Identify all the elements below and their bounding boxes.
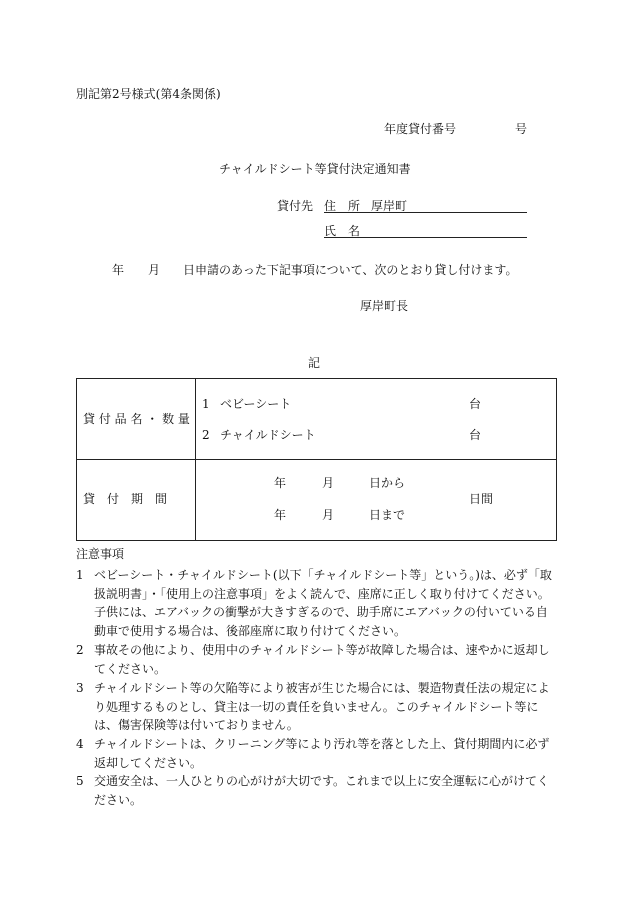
item-1-unit: 台 xyxy=(469,397,482,411)
note-text: チャイルドシート等の欠陥等により被害が生じた場合には、製造物責任法の規定により処理するものとし、貸主は一切の責任を負いません。このチャイルドシート等には、傷害保険等は付いておりません。 xyxy=(94,681,550,732)
note-number: 2 xyxy=(76,643,84,657)
loan-number-label: 年度貸付番号 xyxy=(384,122,457,136)
recipient-label: 貸付先 xyxy=(277,199,314,213)
period-to-month: 月 xyxy=(322,508,335,522)
loan-number-suffix: 号 xyxy=(515,122,528,136)
body-year: 年 xyxy=(112,263,125,277)
items-label: 貸 付 品 名 ・ 数 量 xyxy=(83,412,190,426)
address-label: 住 所 xyxy=(324,199,361,213)
document-title: チャイルドシート等貸付決定通知書 xyxy=(219,162,411,176)
items-row xyxy=(77,379,557,460)
item-2-unit: 台 xyxy=(469,428,482,442)
loan-details-table xyxy=(76,378,557,541)
period-from-year: 年 xyxy=(274,476,287,490)
issuer: 厚岸町長 xyxy=(360,299,409,313)
address-underline xyxy=(324,212,527,213)
period-label: 貸 付 期 間 xyxy=(83,492,168,506)
notes-title: 注意事項 xyxy=(76,547,125,561)
note-text: 交通安全は、一人ひとりの心がけが大切です。これまで以上に安全運転に心がけてください。 xyxy=(94,774,550,807)
address-value: 厚岸町 xyxy=(371,199,408,213)
item-1-name: ベビーシート xyxy=(220,397,292,411)
body-sentence: 日申請のあった下記事項について、次のとおり貸し付けます。 xyxy=(183,263,518,277)
period-row xyxy=(77,460,557,541)
note-number: 5 xyxy=(76,774,84,788)
note-item xyxy=(76,679,556,735)
note-text: チャイルドシートは、クリーニング等により汚れ等を落とした上、貸付期間内に必ず返却してください。 xyxy=(94,737,550,770)
note-item xyxy=(76,566,556,640)
item-2-number: 2 xyxy=(202,428,210,442)
period-from-month: 月 xyxy=(322,476,335,490)
name-underline xyxy=(324,237,527,238)
item-2-name: チャイルドシート xyxy=(220,428,316,442)
note-number: 1 xyxy=(76,568,84,582)
period-from-day: 日から xyxy=(369,476,406,490)
name-label: 氏 名 xyxy=(324,224,361,238)
note-item xyxy=(76,772,556,809)
period-to-day: 日まで xyxy=(369,508,406,522)
note-item xyxy=(76,735,556,772)
items-label-cell xyxy=(77,379,196,460)
items-value-cell xyxy=(196,379,557,460)
period-to-year: 年 xyxy=(274,508,287,522)
note-text: ベビーシート・チャイルドシート(以下「チャイルドシート等」という。)は、必ず「取扱説明書」・「使用上の注意事項」をよく読んで、座席に正しく取り付けてください。子供には、エアバックの衝撃が大きすぎるので、助手席にエアバックの付いている自動車で使用する場合は、後部座席に取り付けてください。 xyxy=(94,568,552,638)
item-1-number: 1 xyxy=(202,397,210,411)
form-identifier: 別記第2号様式(第4条関係) xyxy=(76,87,221,101)
note-number: 4 xyxy=(76,737,84,751)
body-month: 月 xyxy=(148,263,161,277)
ki-marker: 記 xyxy=(308,356,321,370)
note-item xyxy=(76,641,556,678)
period-value-cell xyxy=(196,460,557,541)
note-text: 事故その他により、使用中のチャイルドシート等が故障した場合は、速やかに返却してください。 xyxy=(94,643,550,676)
period-unit: 日間 xyxy=(469,492,494,506)
period-label-cell xyxy=(77,460,196,541)
note-number: 3 xyxy=(76,681,84,695)
